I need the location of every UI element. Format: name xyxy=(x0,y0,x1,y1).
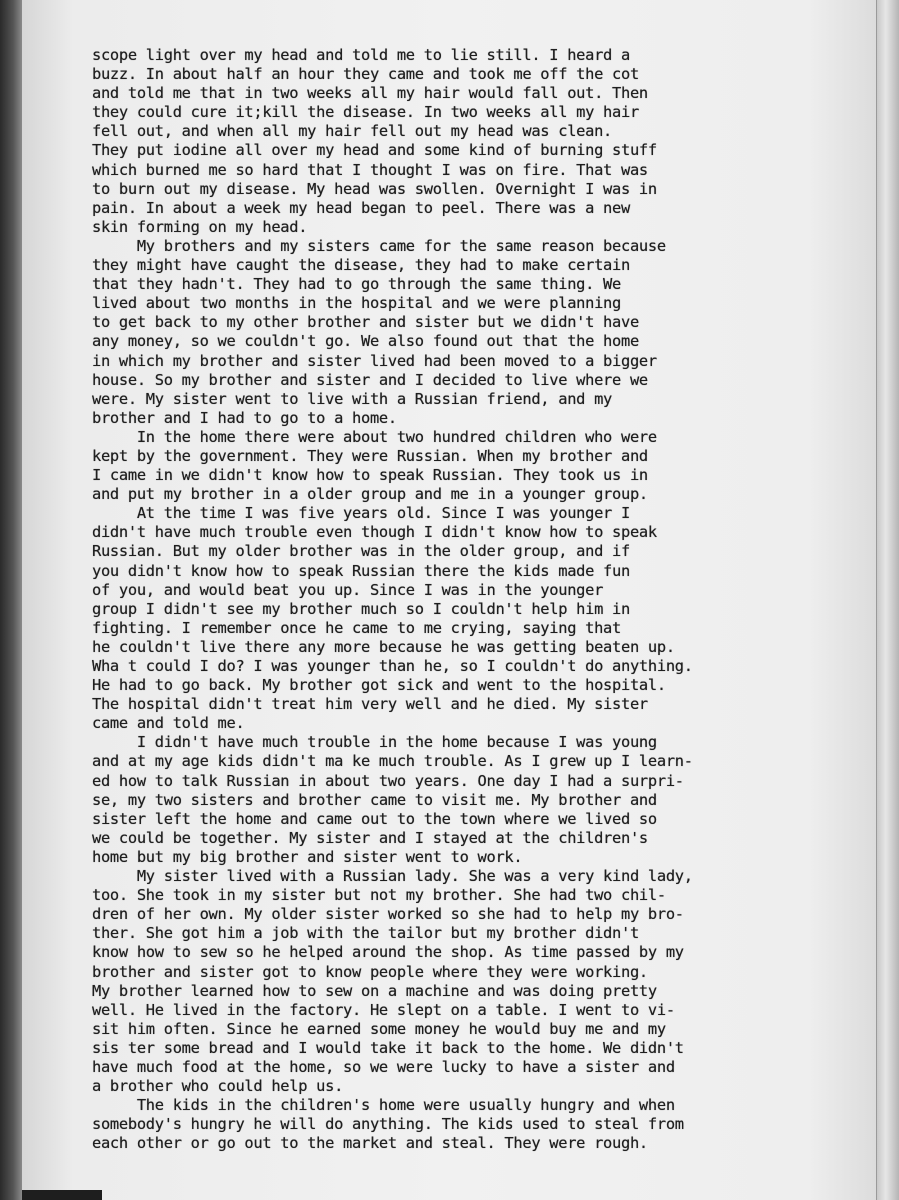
text-line: each other or go out to the market and steal. They were rough. xyxy=(92,1134,648,1153)
text-line: we could be together. My sister and I stayed at the children's xyxy=(92,828,648,847)
text-line: and told me that in two weeks all my hair would fall out. Then xyxy=(92,84,648,103)
text-line: skin forming on my head. xyxy=(92,217,308,236)
text-line: Russian. But my older brother was in the older group, and if xyxy=(92,542,630,561)
text-line: fell out, and when all my hair fell out my head was clean. xyxy=(92,122,613,141)
text-line: house. So my brother and sister and I decided to live where we xyxy=(92,370,648,389)
text-line: to get back to my other brother and sister but we didn't have xyxy=(92,313,639,332)
text-line: My sister lived with a Russian lady. She was a very kind lady, xyxy=(92,867,693,886)
text-line: scope light over my head and told me to lie still. I heard a xyxy=(92,46,630,64)
page-stack-edge xyxy=(876,0,899,1200)
text-line: which burned me so hard that I thought I was on fire. That was xyxy=(92,160,648,179)
text-line: to burn out my disease. My head was swollen. Overnight I was in xyxy=(92,179,657,198)
text-line: and put my brother in a older group and me in a younger group. xyxy=(92,485,648,504)
text-line: that they hadn't. They had to go through the same thing. We xyxy=(92,275,621,294)
text-line: and at my age kids didn't ma ke much trouble. As I grew up I learn- xyxy=(92,752,693,771)
text-line: a brother who could help us. xyxy=(92,1077,344,1096)
text-line: somebody's hungry he will do anything. The kids used to steal from xyxy=(92,1115,684,1134)
text-line: pain. In about a week my head began to peel. There was a new xyxy=(92,198,630,217)
text-line: At the time I was five years old. Since I was younger I xyxy=(92,504,630,523)
text-line: well. He lived in the factory. He slept on a table. I went to vi- xyxy=(92,1000,675,1019)
text-line: know how to sew so he helped around the shop. As time passed by my xyxy=(92,943,684,962)
text-line: My brother learned how to sew on a machine and was doing pretty xyxy=(92,981,657,1000)
text-line: were. My sister went to live with a Russian friend, and my xyxy=(92,389,613,408)
text-line: of you, and would beat you up. Since I was in the younger xyxy=(92,580,604,599)
text-line: too. She took in my sister but not my brother. She had two chil- xyxy=(92,886,666,905)
scan-edge-mark xyxy=(22,1190,102,1200)
typewritten-text-block xyxy=(92,46,852,1153)
text-line: The hospital didn't treat him very well and he died. My sister xyxy=(92,695,648,714)
text-line: in which my brother and sister lived had been moved to a bigger xyxy=(92,351,657,370)
text-line: came and told me. xyxy=(92,714,245,733)
text-line: sister left the home and came out to the town where we lived so xyxy=(92,809,657,828)
text-line: they might have caught the disease, they had to make certain xyxy=(92,256,630,275)
text-line: sis ter some bread and I would take it back to the home. We didn't xyxy=(92,1038,684,1057)
text-line: fighting. I remember once he came to me crying, saying that xyxy=(92,618,621,637)
text-line: brother and sister got to know people where they were working. xyxy=(92,962,648,981)
text-line: he couldn't live there any more because he was getting beaten up. xyxy=(92,637,675,656)
text-line: He had to go back. My brother got sick and went to the hospital. xyxy=(92,676,666,695)
text-line: I didn't have much trouble in the home because I was young xyxy=(92,733,657,752)
text-line: The kids in the children's home were usually hungry and when xyxy=(92,1096,675,1115)
text-line: buzz. In about half an hour they came and took me off the cot xyxy=(92,65,639,84)
text-line: dren of her own. My older sister worked so she had to help my bro- xyxy=(92,905,684,924)
text-line: They put iodine all over my head and some kind of burning stuff xyxy=(92,141,657,160)
text-line: My brothers and my sisters came for the same reason because xyxy=(92,236,666,255)
text-line: kept by the government. They were Russian. When my brother and xyxy=(92,446,648,465)
text-line: ther. She got him a job with the tailor but my brother didn't xyxy=(92,924,639,943)
text-line: Wha t could I do? I was younger than he, so I couldn't do anything. xyxy=(92,657,693,675)
text-line: I came in we didn't know how to speak Russian. They took us in xyxy=(92,466,648,485)
text-line: lived about two months in the hospital and we were planning xyxy=(92,294,621,313)
text-line: ed how to talk Russian in about two years. One day I had a surpri- xyxy=(92,771,684,790)
text-line: they could cure it;kill the disease. In two weeks all my hair xyxy=(92,103,639,122)
text-line: didn't have much trouble even though I didn't know how to speak xyxy=(92,523,657,542)
text-line: have much food at the home, so we were lucky to have a sister and xyxy=(92,1057,675,1076)
text-line: group I didn't see my brother much so I couldn't help him in xyxy=(92,599,630,618)
text-line: home but my big brother and sister went to work. xyxy=(92,847,523,866)
text-line: brother and I had to go to a home. xyxy=(92,408,397,427)
binding-shadow xyxy=(0,0,22,1200)
text-line: any money, so we couldn't go. We also found out that the home xyxy=(92,332,639,351)
text-line: you didn't know how to speak Russian there the kids made fun xyxy=(92,561,630,580)
text-line: In the home there were about two hundred children who were xyxy=(92,427,657,446)
text-line: se, my two sisters and brother came to visit me. My brother and xyxy=(92,790,657,809)
text-line: sit him often. Since he earned some money he would buy me and my xyxy=(92,1019,666,1038)
